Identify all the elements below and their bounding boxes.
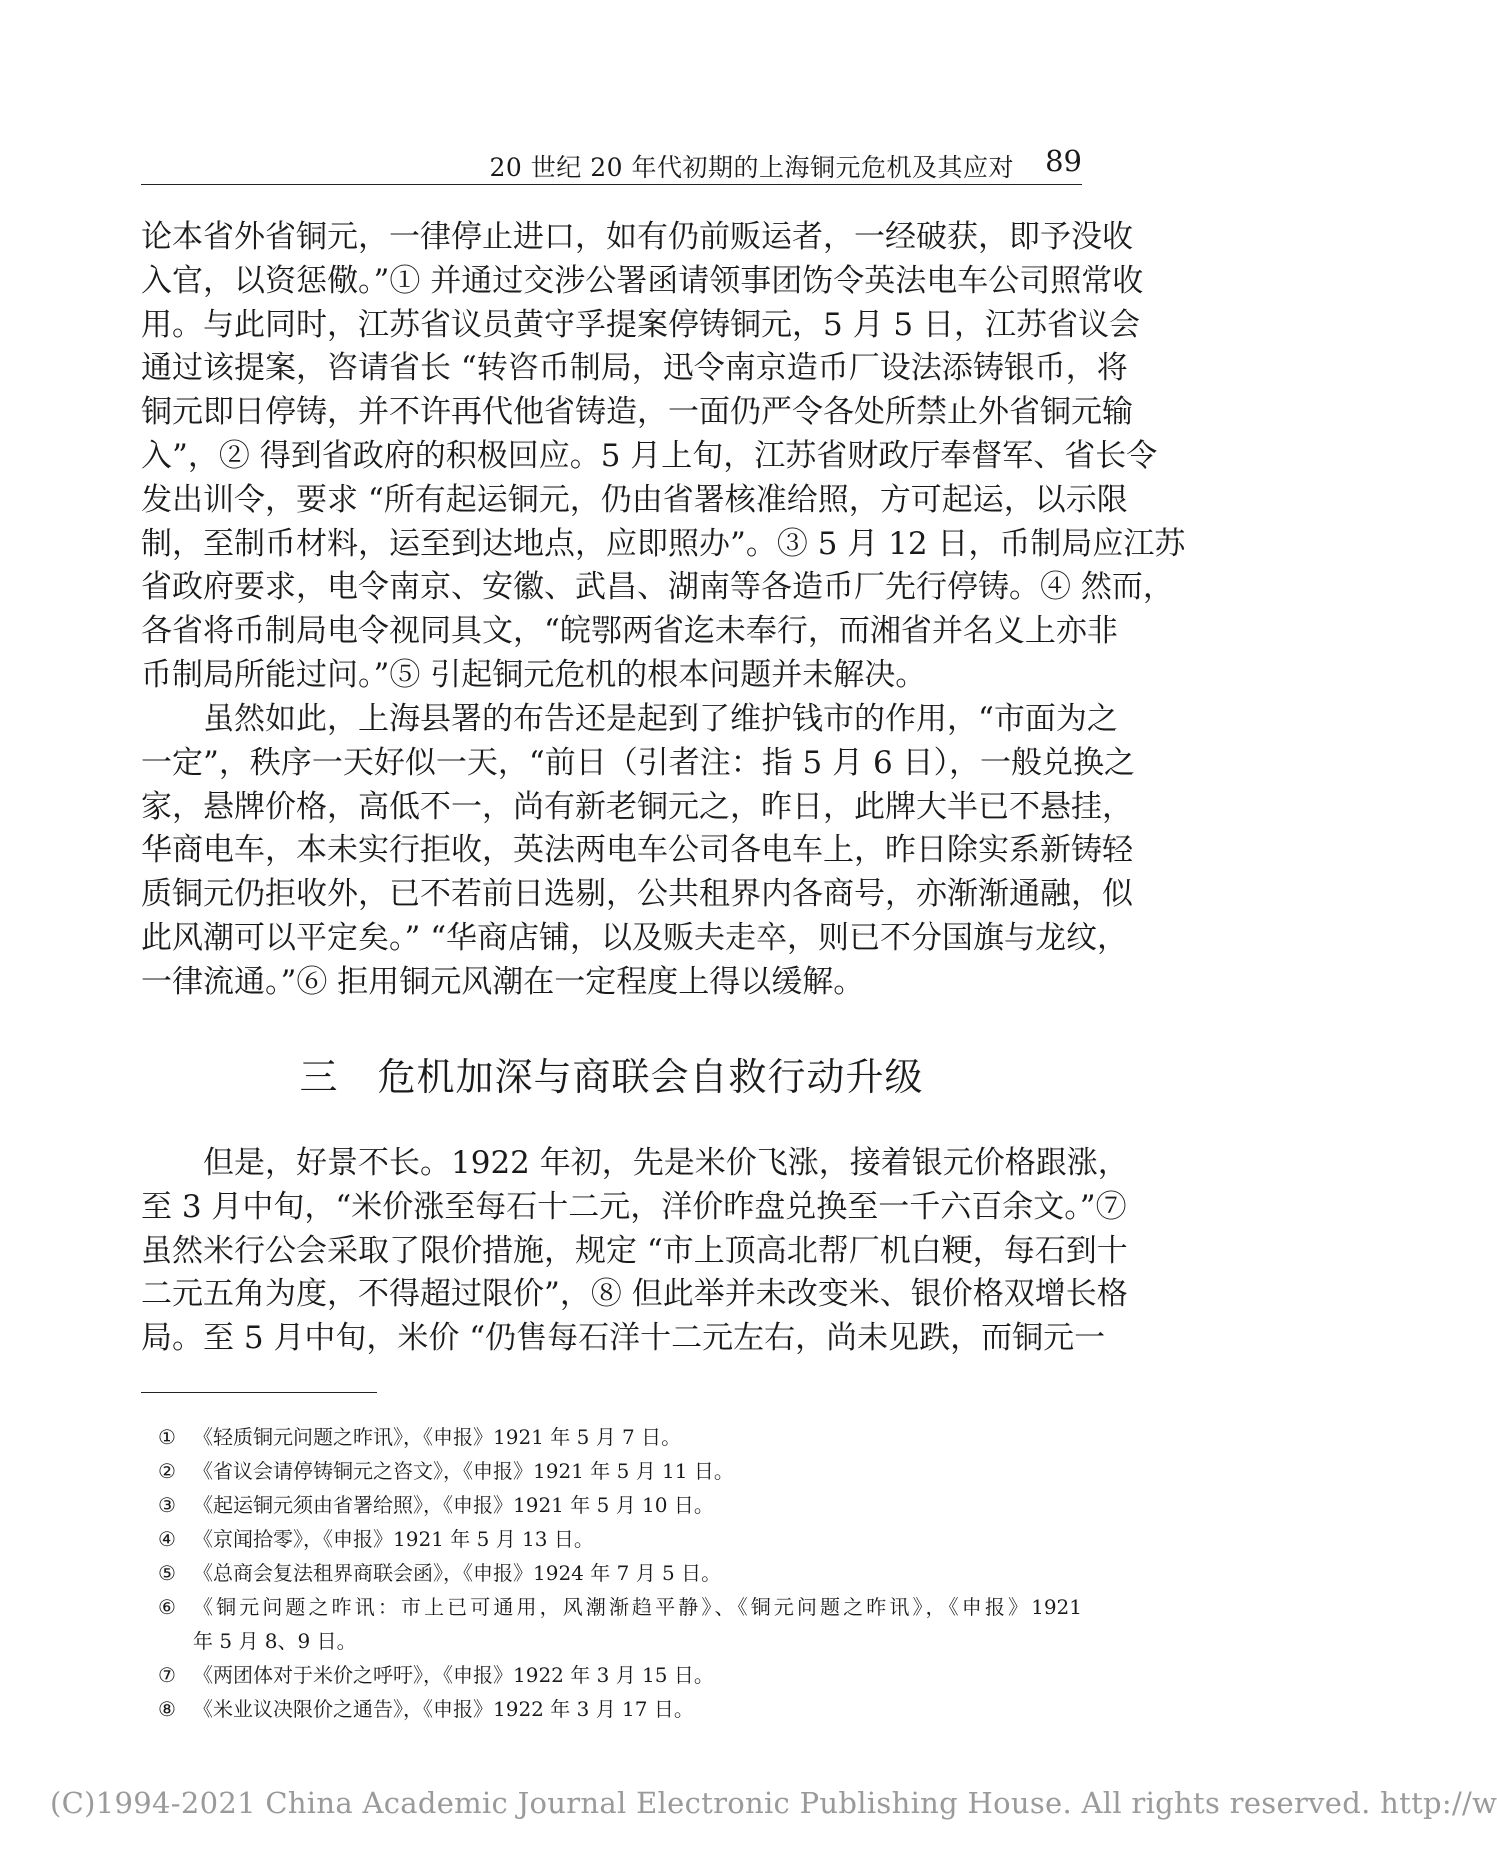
text-line: 华商电车，本未实行拒收，英法两电车公司各电车上，昨日除实系新铸轻 (141, 832, 1133, 869)
section-heading: 三 危机加深与商联会自救行动升级 (299, 1055, 924, 1099)
footnote-marker: ② (158, 1459, 176, 1483)
text-line: 用。与此同时，江苏省议员黄守孚提案停铸铜元，5 月 5 日，江苏省议会 (141, 306, 1141, 343)
text-line: 虽然如此，上海县署的布告还是起到了维护钱市的作用，“市面为之 (203, 701, 1118, 737)
text-line: 局。至 5 月中旬，米价 “仍售每石洋十二元左右，尚未见跌，而铜元一 (141, 1320, 1106, 1357)
copyright-watermark: (C)1994-2021 China Academic Journal Electronic Publishing House. All rights reserved. http://w (50, 1786, 1497, 1820)
text-line: 铜元即日停铸，并不许再代他省铸造，一面仍严令各处所禁止外省铜元输 (141, 394, 1133, 431)
text-line: 家，悬牌价格，高低不一，尚有新老铜元之，昨日，此牌大半已不悬挂， (141, 788, 1133, 825)
running-header (141, 140, 1082, 185)
footnote (141, 1454, 1082, 1488)
text-line: 各省将币制局电令视同具文，“皖鄂两省迄未奉行，而湘省并名义上亦非 (141, 613, 1118, 650)
footnote-marker: ⑥ (158, 1595, 176, 1619)
footnote (141, 1556, 1082, 1590)
footnote-marker: ① (158, 1425, 176, 1449)
footnote-marker: ⑦ (158, 1663, 176, 1687)
text-line: 一定”，秩序一天好似一天，“前日（引者注：指 5 月 6 日），一般兑换之 (141, 744, 1136, 781)
footnote-text: 《两团体对于米价之呼吁》，《申报》1922 年 3 月 15 日。 (193, 1663, 714, 1687)
footnote-text: 《总商会复法租界商联会函》，《申报》1924 年 7 月 5 日。 (193, 1561, 722, 1585)
text-line: 质铜元仍拒收外，已不若前日选剔，公共租界内各商号，亦渐渐通融，似 (141, 876, 1133, 913)
text-line: 发出训令，要求 “所有起运铜元，仍由省署核准给照，方可起运，以示限 (141, 481, 1128, 518)
text-line: 通过该提案，咨请省长 “转咨币制局，迅令南京造币厂设法添铸银币，将 (141, 350, 1128, 387)
footnote (141, 1590, 1082, 1658)
paragraph-1 (141, 216, 1186, 698)
text-line: 制，至制币材料，运至到达地点，应即照办”。③ 5 月 12 日，币制局应江苏 (141, 525, 1186, 562)
footnote-text: 年 5 月 8、9 日。 (193, 1629, 357, 1653)
text-line: 至 3 月中旬，“米价涨至每石十二元，洋价昨盘兑换至一千六百余文。”⑦ (141, 1188, 1127, 1225)
footnote-text: 《轻质铜元问题之昨讯》，《申报》1921 年 5 月 7 日。 (193, 1425, 682, 1449)
footnote (141, 1522, 1082, 1556)
text-line: 但是，好景不长。1922 年初，先是米价飞涨，接着银元价格跟涨， (203, 1145, 1129, 1181)
footnote-divider (141, 1392, 377, 1393)
text-line: 二元五角为度，不得超过限价”，⑧ 但此举并未改变米、银价格双增长格 (141, 1276, 1128, 1313)
footnote-text: 《起运铜元须由省署给照》，《申报》1921 年 5 月 10 日。 (193, 1493, 714, 1517)
footnote-text: 《京闻拾零》，《申报》1921 年 5 月 13 日。 (193, 1527, 594, 1551)
text-line: 入”，② 得到省政府的积极回应。5 月上旬，江苏省财政厅奉督军、省长令 (141, 437, 1158, 474)
footnote-marker: ⑤ (158, 1561, 176, 1585)
footnotes (141, 1420, 1082, 1726)
text-line: 论本省外省铜元，一律停止进口，如有仍前贩运者，一经破获，即予没收 (141, 219, 1133, 255)
text-line: 币制局所能过问。”⑤ 引起铜元危机的根本问题并未解决。 (141, 656, 927, 693)
footnote-text: 《省议会请停铸铜元之咨文》，《申报》1921 年 5 月 11 日。 (193, 1459, 734, 1483)
footnote-marker: ③ (158, 1493, 176, 1517)
footnote (141, 1420, 1082, 1454)
running-title: 20 世纪 20 年代初期的上海铜元危机及其应对 (489, 153, 1014, 182)
paragraph-3 (141, 1142, 1129, 1361)
footnote (141, 1488, 1082, 1522)
footnote (141, 1692, 1082, 1726)
footnote (141, 1658, 1082, 1692)
footnote-text: 《米业议决限价之通告》，《申报》1922 年 3 月 17 日。 (193, 1697, 694, 1721)
footnote-marker: ⑧ (158, 1697, 176, 1721)
text-line: 入官，以资惩儆。”① 并通过交涉公署函请领事团饬令英法电车公司照常收 (141, 262, 1144, 299)
text-line: 虽然米行公会采取了限价措施，规定 “市上顶高北帮厂机白粳，每石到十 (141, 1232, 1128, 1269)
paragraph-2 (141, 698, 1136, 1005)
text-line: 一律流通。”⑥ 拒用铜元风潮在一定程度上得以缓解。 (141, 963, 865, 1000)
page-number: 89 (1045, 144, 1082, 178)
text-line: 此风潮可以平定矣。” “华商店铺，以及贩夫走卒，则已不分国旗与龙纹， (141, 919, 1129, 956)
footnote-text: 《铜元问题之昨讯：市上已可通用，风潮渐趋平静》、《铜元问题之昨讯》，《申报》1921 (193, 1595, 1082, 1619)
footnote-marker: ④ (158, 1527, 176, 1551)
text-line: 省政府要求，电令南京、安徽、武昌、湖南等各造币厂先行停铸。④ 然而， (141, 569, 1174, 606)
